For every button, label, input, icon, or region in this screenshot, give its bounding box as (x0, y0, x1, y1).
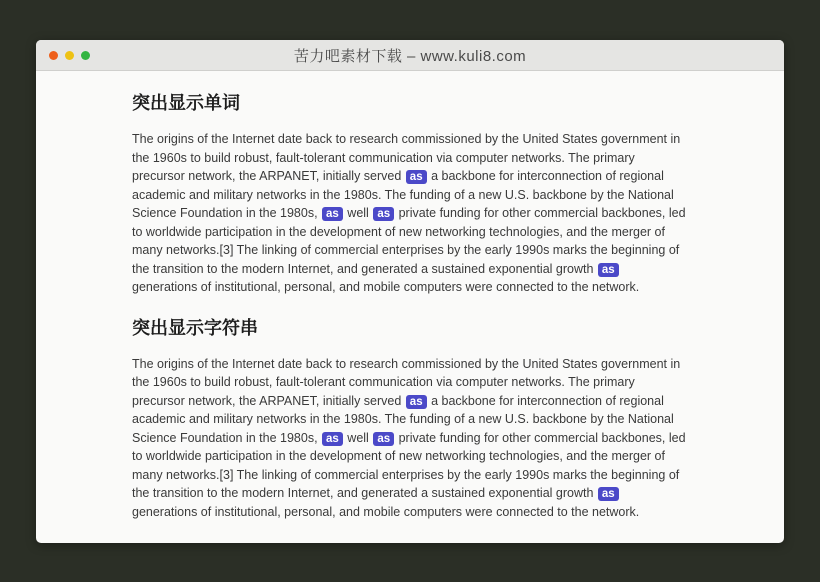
paragraph-line (132, 355, 697, 374)
paragraph-line (132, 241, 697, 260)
paragraph-text: precursor network, the ARPANET, initially served (132, 393, 405, 408)
paragraph-text: well (343, 430, 373, 445)
maximize-button[interactable] (81, 51, 90, 60)
paragraph-text: many networks.[3] The linking of commercial enterprises by the early 1990s marks the beginning of (132, 243, 680, 257)
paragraph-text: academic and military networks in the 1980s. The funding of a new U.S. backbone by the National (132, 412, 674, 426)
paragraph-line (132, 410, 697, 429)
paragraph-text: the 1960s to build robust, fault-tolerant communication via computer networks. The primary (132, 150, 635, 165)
paragraph-text: private funding for other commercial backbones, led (395, 430, 686, 445)
page-content (36, 92, 784, 521)
paragraph-highlight-string (132, 355, 697, 522)
paragraph-line (132, 204, 697, 223)
paragraph-line (132, 373, 697, 392)
paragraph-line (132, 167, 697, 186)
paragraph-line (132, 484, 697, 503)
paragraph-line (132, 149, 697, 168)
paragraph-line (132, 186, 697, 205)
highlight-as-badge: as (406, 170, 427, 184)
paragraph-line (132, 429, 697, 448)
highlight-as-badge: as (322, 432, 343, 446)
highlight-as-badge: as (598, 263, 619, 277)
paragraph-text: a backbone for interconnection of regional (427, 393, 664, 408)
paragraph-line (132, 278, 697, 297)
paragraph-line (132, 223, 697, 242)
paragraph-text: the 1960s to build robust, fault-tolerant communication via computer networks. The primary (132, 375, 635, 389)
window-title: 苦力吧素材下载 – www.kuli8.com (293, 47, 527, 65)
paragraph-text: the transition to the modern Internet, and generated a sustained exponential growth (132, 261, 597, 276)
close-button[interactable] (49, 51, 58, 60)
paragraph-text: Science Foundation in the 1980s, (132, 206, 322, 220)
paragraph-line (132, 466, 697, 485)
paragraph-text: private funding for other commercial backbones, led (395, 206, 686, 220)
paragraph-line (132, 503, 697, 522)
paragraph-text: to worldwide participation in the development of new networking technologies, and the merger of (132, 449, 665, 463)
paragraph-text: well (343, 206, 373, 220)
section-heading-highlight-string: 突出显示字符串 (132, 317, 258, 338)
paragraph-text: a backbone for interconnection of regional (427, 169, 664, 183)
paragraph-text: The origins of the Internet date back to research commissioned by the United States government in (132, 132, 681, 146)
paragraph-text: academic and military networks in the 1980s. The funding of a new U.S. backbone by the National (132, 187, 674, 202)
paragraph-highlight-word (132, 130, 697, 297)
demo-window (36, 40, 784, 543)
paragraph-line (132, 392, 697, 411)
highlight-as-badge: as (598, 487, 619, 501)
paragraph-text: generations of institutional, personal, and mobile computers were connected to the network. (132, 280, 640, 294)
highlight-as-badge: as (373, 432, 394, 446)
paragraph-line (132, 130, 697, 149)
paragraph-text: the transition to the modern Internet, and generated a sustained exponential growth (132, 486, 597, 500)
paragraph-text: The origins of the Internet date back to research commissioned by the United States government in (132, 356, 681, 371)
paragraph-line (132, 447, 697, 466)
paragraph-text: Science Foundation in the 1980s, (132, 430, 322, 445)
highlight-as-badge: as (373, 207, 394, 221)
paragraph-text: precursor network, the ARPANET, initially served (132, 169, 405, 183)
window-titlebar (36, 40, 784, 71)
section-heading-highlight-word: 突出显示单词 (132, 93, 240, 113)
highlight-as-badge: as (406, 395, 427, 409)
paragraph-text: many networks.[3] The linking of commercial enterprises by the early 1990s marks the beginning of (132, 467, 680, 482)
minimize-button[interactable] (65, 51, 74, 60)
paragraph-text: generations of institutional, personal, and mobile computers were connected to the network. (132, 504, 640, 519)
paragraph-line (132, 260, 697, 279)
paragraph-text: to worldwide participation in the development of new networking technologies, and the merger of (132, 224, 665, 239)
highlight-as-badge: as (322, 207, 343, 221)
traffic-lights (49, 40, 90, 71)
